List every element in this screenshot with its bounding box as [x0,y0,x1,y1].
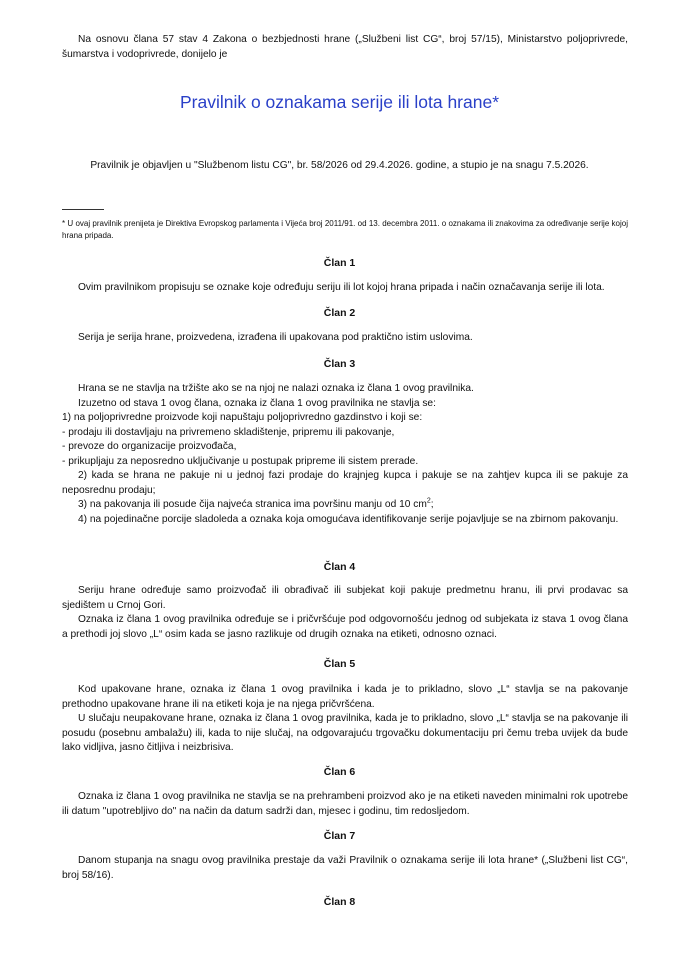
clan-3-line: Izuzetno od stava 1 ovog člana, oznaka iz člana 1 ovog pravilnika ne stavlja se: [78,397,436,409]
clan-3-line: - prevoze do organizacije proizvođača, [62,441,237,452]
clan-5-paragraph-1: Kod upakovane hrane, oznaka iz člana 1 ovog pravilnika i kada je to prikladno, slovo „L“ stavlja se na pakovanje prethodno upakovane hrane ili na etiketi koja je na njega pričvršćena. [62,684,628,710]
clan-3-item-3-text: 3) na pakovanja ili posude čija najveća stranica ima površinu manju od 10 cm [78,499,427,510]
clan-3-line: 1) na poljoprivredne proizvode koji napuštaju poljoprivredno gazdinstvo i koji se: [62,412,423,423]
document-title: Pravilnik o oznakama serije ili lota hrane* [179,92,500,112]
clan-5-heading: Član 5 [323,658,356,670]
clan-3-heading: Član 3 [323,358,356,370]
clan-2-text: Serija je serija hrane, proizvedena, izrađena ili upakovana pod praktično istim uslovima. [78,332,473,343]
clan-3-item-2: 2) kada se hrana ne pakuje ni u jednoj fazi prodaje do krajnjeg kupca i pakuje se na zahtjev kupca ili se pakuje za neposrednu prodaju; [62,470,628,496]
clan-2-heading: Član 2 [323,307,356,319]
clan-6-text: Oznaka iz člana 1 ovog pravilnika ne stavlja se na prehrambeni proizvod ako je na etiketi naveden minimalni rok upotrebe ili datum "upotrebljivo do" na način da datum sadrži dan, mjesec i godinu, tim redosljedom. [62,791,628,817]
footnote: * U ovaj pravilnik prenijeta je Direktiva Evropskog parlamenta i Vijeća broj 2011/91. od 13. decembra 2011. o oznakama ili znakovima za određivanje serije kojoj hrana pripada. [62,219,628,240]
clan-4-paragraph-1: Seriju hrane određuje samo proizvođač ili obrađivač ili subjekat koji pakuje predmetnu hranu, ili prvi prodavac sa sjedištem u Crnoj Gori. [62,585,628,611]
clan-1-text: Ovim pravilnikom propisuju se oznake koje određuju seriju ili lot kojoj hrana pripada i način označavanja serije ili lota. [78,282,605,293]
clan-3-body [62,382,628,527]
clan-3-line: - prikupljaju za neposredno uključivanje u postupak pripreme ili sistem prerade. [62,455,419,467]
clan-3-item-3-sup: 2 [426,497,431,505]
intro-paragraph: Na osnovu člana 57 stav 4 Zakona o bezbjednosti hrane („Službeni list CG“, broj 57/15), Ministarstvo poljoprivrede, šumarstva i vodoprivrede, donijelo je [62,34,628,60]
clan-7-heading: Član 7 [323,830,356,842]
clan-1-heading: Član 1 [323,257,356,269]
clan-4-paragraph-2: Oznaka iz člana 1 ovog pravilnika određuje se i pričvršćuje pod odgovornošću jednog od subjekata iz stava 1 ovog člana a prethodi joj slovo „L“ osim kada se jasno razlikuje od drugih oznaka na etiketi, odnosno oznaci. [62,614,628,640]
clan-6-heading: Član 6 [323,766,356,778]
clan-5-paragraph-2: U slučaju neupakovane hrane, oznaka iz člana 1 ovog pravilnika, kada je to prikladno, slovo „L“ stavlja se na pakovanje ili posudu (posebnu ambalažu) ili, kada to nije slučaj, na odgovarajuću trgovačku dokumentaciju pri čemu treba uvijek da bude lako vidljiva, jasno čitljiva i neizbrisiva. [62,713,628,753]
clan-3-item-3 [62,498,628,513]
footnote-divider [62,209,104,210]
clan-7-text: Danom stupanja na snagu ovog pravilnika prestaje da važi Pravilnik o oznakama serije ili lota hrane* („Službeni list CG“, broj 58/16). [62,855,628,881]
clan-3-item-3-end: ; [430,499,434,510]
clan-4-heading: Član 4 [323,561,356,573]
clan-3-line: - prodaju ili dostavljaju na privremeno skladištenje, pripremu ili pakovanje, [62,426,395,438]
clan-3-line: Hrana se ne stavlja na tržište ako se na njoj ne nalazi oznaka iz člana 1 ovog pravilnika. [78,383,474,394]
publication-note: Pravilnik je objavljen u "Službenom listu CG", br. 58/2026 od 29.4.2026. godine, a stupio je na snagu 7.5.2026. [90,160,589,171]
clan-8-heading: Član 8 [323,896,356,908]
clan-3-item-4: 4) na pojedinačne porcije sladoleda a oznaka koja omogućava identifikovanje serije pojavljuje se na zbirnom pakovanju. [78,513,619,525]
